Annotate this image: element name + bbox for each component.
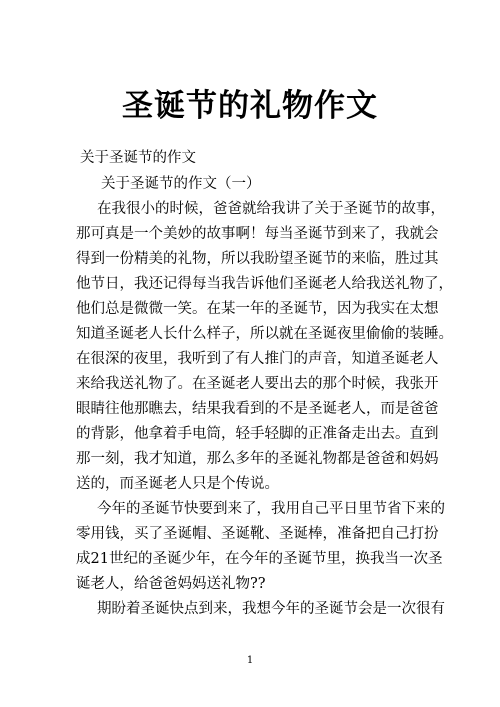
paragraph-line: 在很深的夜里，我听到了有人推门的声音，知道圣诞老人	[76, 351, 439, 367]
paragraph-line: 在我很小的时候，爸爸就给我讲了关于圣诞节的故事，	[97, 201, 445, 217]
paragraph-line: 眼睛往他那瞧去，结果我看到的不是圣诞老人，而是爸爸	[76, 401, 439, 417]
paragraph-line: 得到一份精美的礼物，所以我盼望圣诞节的来临，胜过其	[76, 251, 439, 267]
paragraph-line: 今年的圣诞节快要到来了，我用自己平日里节省下来的	[97, 501, 445, 517]
sub-heading: 关于圣诞节的作文（一）	[101, 176, 261, 192]
section-heading: 关于圣诞节的作文	[80, 150, 196, 166]
paragraph-line: 成21世纪的圣诞少年，在今年的圣诞节里，换我当一次圣	[76, 551, 443, 567]
paragraph-line: 零用钱，买了圣诞帽、圣诞靴、圣诞棒，准备把自己打扮	[76, 526, 439, 542]
paragraph-line: 来给我送礼物了。在圣诞老人要出去的那个时候，我张开	[76, 376, 439, 392]
paragraph-line: 送的，而圣诞老人只是个传说。	[76, 476, 279, 492]
paragraph-line: 那可真是一个美妙的故事啊！每当圣诞节到来了，我就会	[76, 226, 439, 242]
paragraph-line: 他节日，我还记得每当我告诉他们圣诞老人给我送礼物了，	[76, 276, 453, 292]
paragraph-line: 他们总是微微一笑。在某一年的圣诞节，因为我实在太想	[76, 301, 439, 317]
paragraph-line: 那一刻，我才知道，那么多年的圣诞礼物都是爸爸和妈妈	[76, 451, 439, 467]
paragraph-line: 期盼着圣诞快点到来，我想今年的圣诞节会是一次很有	[97, 601, 445, 617]
page-number: 1	[246, 655, 254, 666]
paragraph-line: 的背影，他拿着手电筒，轻手轻脚的正准备走出去。直到	[76, 426, 439, 442]
document-title: 圣诞节的礼物作文	[122, 88, 378, 124]
paragraph-line: 知道圣诞老人长什么样子，所以就在圣诞夜里偷偷的装睡。	[76, 326, 453, 342]
paragraph-line: 诞老人，给爸爸妈妈送礼物??	[76, 576, 266, 592]
